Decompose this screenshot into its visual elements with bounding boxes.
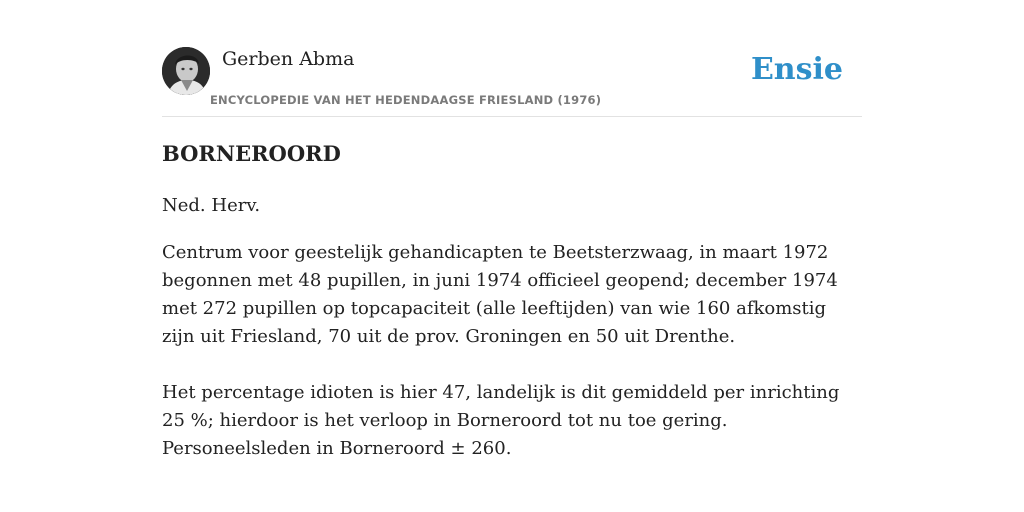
- article-body: [162, 138, 862, 463]
- author-name[interactable]: Gerben Abma: [222, 48, 355, 70]
- article-paragraph: Centrum voor geestelijk gehandicapten te Beetsterzwaag, in maart 1972 begonnen met 48 pupillen, in juni 1974 officieel geopend; december 1974 met 272 pupillen op topcapaciteit (alle leeftijden) van wie 160 afkomstig zijn uit Friesland, 70 uit de prov. Groningen en 50 uit Drenthe.: [162, 242, 838, 347]
- article-title: BORNEROORD: [162, 141, 341, 166]
- avatar-portrait-icon: [162, 47, 210, 95]
- brand-logo[interactable]: Ensie: [750, 52, 843, 87]
- article-header: [162, 46, 862, 117]
- article-paragraph: Het percentage idioten is hier 47, landelijk is dit gemiddeld per inrichting 25 %; hierdoor is het verloop in Borneroord tot nu toe gering. Personeelsleden in Borneroord ± 260.: [162, 382, 840, 459]
- author-avatar[interactable]: [162, 47, 210, 95]
- article-subtitle: Ned. Herv.: [162, 195, 261, 216]
- source-title[interactable]: ENCYCLOPEDIE VAN HET HEDENDAAGSE FRIESLAND (1976): [210, 93, 602, 107]
